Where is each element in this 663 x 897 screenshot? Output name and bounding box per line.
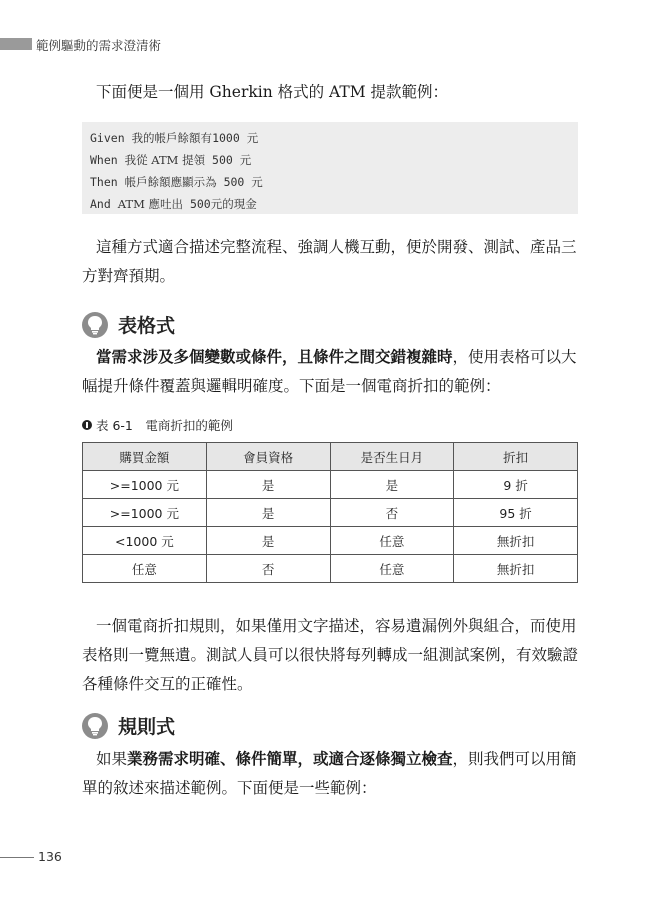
lightbulb-icon	[82, 713, 108, 739]
intro-paragraph: 下面便是一個用 Gherkin 格式的 ATM 提款範例：	[96, 83, 449, 101]
table-cell: 95 折	[454, 499, 578, 527]
lightbulb-icon	[82, 312, 108, 338]
caption-text: 表 6-1 電商折扣的範例	[96, 418, 233, 433]
table-cell: 否	[206, 555, 330, 583]
table-cell: <1000 元	[83, 527, 207, 555]
table-cell: 任意	[330, 555, 454, 583]
column-header: 會員資格	[206, 443, 330, 471]
discount-table	[82, 442, 578, 583]
bold-phrase: 業務需求明確、條件簡單，或適合逐條獨立檢查	[127, 749, 453, 768]
table-cell: 無折扣	[454, 555, 578, 583]
info-icon	[82, 420, 92, 430]
table-caption	[82, 416, 233, 434]
table-cell: 9 折	[454, 471, 578, 499]
code-line: Given 我的帳戶餘額有1000 元	[90, 131, 259, 145]
table-header-row	[83, 443, 578, 471]
section-heading-rule	[82, 712, 175, 739]
table-row	[83, 499, 578, 527]
table-cell: 是	[206, 471, 330, 499]
table-cell: >=1000 元	[83, 471, 207, 499]
section-title: 表格式	[118, 315, 176, 337]
body-paragraph	[82, 744, 582, 803]
table-cell: 是	[206, 499, 330, 527]
code-line: Then 帳戶餘額應顯示為 500 元	[90, 175, 263, 189]
table-cell: 任意	[330, 527, 454, 555]
column-header: 購買金額	[83, 443, 207, 471]
header-bar	[0, 38, 32, 50]
column-header: 是否生日月	[330, 443, 454, 471]
paragraph-text: 如果	[96, 750, 128, 768]
paragraph-text: ，使用表格可以大幅提升條件覆蓋與邏輯明確度。下面是一個電商折扣的範例：	[82, 348, 577, 395]
body-paragraph: 這種方式適合描述完整流程、強調人機互動，便於開發、測試、產品三方對齊預期。	[82, 238, 577, 285]
table-cell: >=1000 元	[83, 499, 207, 527]
code-block	[82, 122, 578, 214]
table-row	[83, 527, 578, 555]
section-title: 規則式	[118, 716, 176, 738]
table-cell: 無折扣	[454, 527, 578, 555]
table-row	[83, 555, 578, 583]
column-header: 折扣	[454, 443, 578, 471]
table-cell: 任意	[83, 555, 207, 583]
code-line: And ATM 應吐出 500元的現金	[90, 197, 257, 211]
table-cell: 是	[330, 471, 454, 499]
footer-rule	[0, 857, 34, 858]
section-heading-table	[82, 311, 175, 338]
page-number: 136	[38, 849, 62, 864]
body-paragraph	[82, 342, 582, 401]
table-cell: 否	[330, 499, 454, 527]
table-row	[83, 471, 578, 499]
body-paragraph: 一個電商折扣規則，如果僅用文字描述，容易遺漏例外與組合，而使用表格則一覽無遺。測試人員可以很快將每列轉成一組測試案例，有效驗證各種條件交互的正確性。	[82, 617, 579, 693]
code-line: When 我從 ATM 提領 500 元	[90, 153, 252, 167]
bold-phrase: 當需求涉及多個變數或條件，且條件之間交錯複雜時	[96, 347, 453, 366]
table-cell: 是	[206, 527, 330, 555]
paragraph-text: ，則我們可以用簡單的敘述來描述範例。下面便是一些範例：	[82, 750, 577, 797]
running-header: 範例驅動的需求澄清術	[36, 38, 162, 53]
